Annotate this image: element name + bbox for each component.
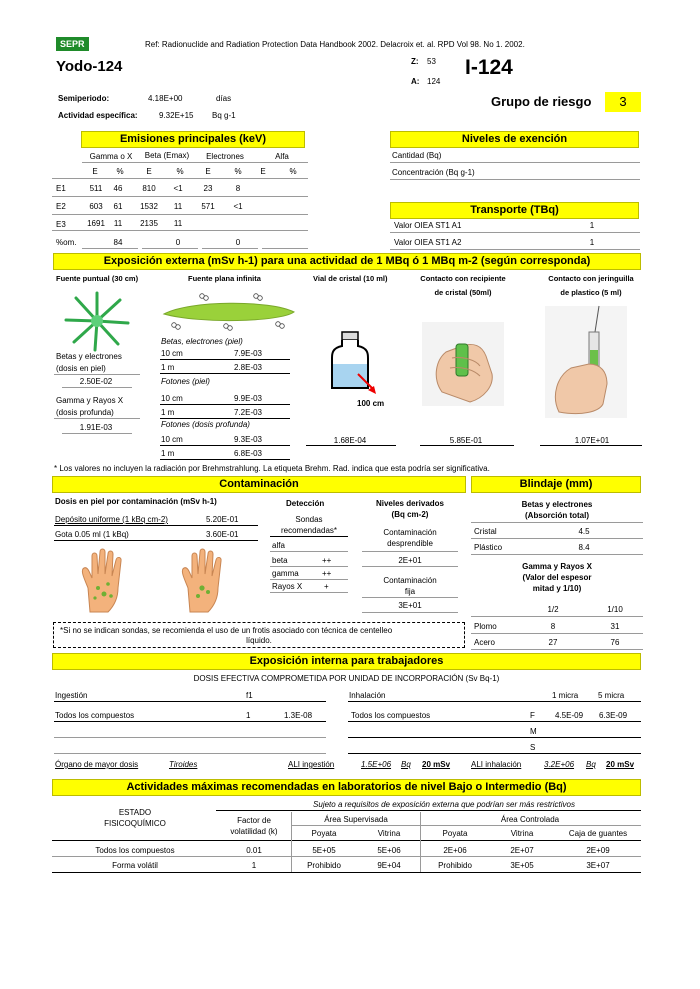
probe-beta-mark: ++	[322, 556, 332, 565]
container-value: 5.85E-01	[449, 436, 483, 445]
total-electrons: 0	[235, 238, 241, 247]
lab-sup-vitrina: Vitrina	[377, 829, 401, 838]
probe-xray: Rayos X	[272, 582, 303, 591]
shield-plastic-label: Plástico	[474, 543, 503, 552]
contamination-title: Contaminación	[52, 476, 466, 493]
skin-drop-value: 3.60E-01	[206, 530, 239, 539]
plane-photon-deep-v1: 9.3E-03	[233, 435, 263, 444]
ali-inhalation-label: ALI inhalación	[471, 760, 522, 769]
lab-row2-sup-vitrina: 9E+04	[377, 861, 401, 870]
lab-row1-con-vitrina: 2E+07	[510, 846, 534, 855]
inhalation-type-s: S	[530, 743, 536, 752]
exemption-title: Niveles de exención	[390, 131, 639, 148]
col-plane-source: Fuente plana infinita	[188, 274, 261, 283]
specific-activity-unit: Bq g-1	[212, 111, 236, 120]
exemption-concentration-label: Concentración (Bq g-1)	[392, 168, 475, 177]
probe-xray-mark: +	[324, 582, 329, 591]
shield-col-tenth: 1/10	[607, 605, 623, 614]
ali-inhalation-dose: 20 mSv	[606, 760, 635, 769]
removable-label-2: desprendible	[387, 539, 433, 548]
gamma-label-2: (dosis profunda)	[56, 408, 114, 417]
lab-supervised: Área Supervisada	[324, 815, 388, 824]
ali-inhalation-value: 3.2E+06	[544, 760, 575, 769]
skin-uniform-label: Depósito uniforme (1 kBq cm-2)	[55, 515, 168, 524]
lab-row1-k: 0.01	[246, 846, 262, 855]
cell: 8	[235, 184, 241, 193]
z-value: 53	[427, 57, 436, 66]
fixed-label-1: Contaminación	[383, 576, 437, 585]
lab-row1-sup-vitrina: 5E+06	[377, 846, 401, 855]
inhalation-row-label: Todos los compuestos	[351, 711, 431, 720]
cell: 23	[203, 184, 213, 193]
emissions-col-gamma: Gamma o X	[89, 152, 133, 161]
transport-a2-value: 1	[589, 238, 595, 247]
plane-photon-skin-d2: 1 m	[161, 408, 175, 417]
vial-distance: 100 cm	[357, 399, 385, 408]
half-life-unit: días	[216, 94, 232, 103]
transport-a2-label: Valor OIEA ST1 A2	[394, 238, 462, 247]
shield-steel-half: 27	[548, 638, 558, 647]
f1-label: f1	[246, 691, 253, 700]
detection-title: Detección	[286, 499, 325, 508]
half-life-label: Semiperiodo:	[58, 94, 110, 103]
lab-con-caja: Caja de guantes	[568, 829, 628, 838]
ali-ingestion-value: 1.5E+06	[361, 760, 392, 769]
hand-syringe-icon	[545, 306, 627, 418]
lab-row1-con-caja: 2E+09	[586, 846, 610, 855]
shielding-title: Blindaje (mm)	[471, 476, 641, 493]
col-container-2: de cristal (50ml)	[434, 288, 492, 297]
ingestion-row-value: 1.3E-08	[284, 711, 313, 720]
subcol-e: E	[146, 167, 152, 176]
col-point-source: Fuente puntual (30 cm)	[56, 274, 139, 283]
subcol-e: E	[260, 167, 266, 176]
internal-subtitle: DOSIS EFECTIVA COMPROMETIDA POR UNIDAD DE INCORPORACIÓN (Sv Bq-1)	[193, 674, 500, 683]
micro1-label: 1 micra	[552, 691, 579, 700]
ali-ingestion-dose: 20 mSv	[422, 760, 451, 769]
plane-photon-skin-v1: 9.9E-03	[233, 394, 263, 403]
row-label-e3: E3	[56, 220, 66, 229]
beta-value: 2.50E-02	[79, 377, 113, 386]
ali-inhalation-unit: Bq	[586, 760, 596, 769]
micro5-label: 5 micra	[598, 691, 625, 700]
hand-container-icon	[422, 322, 504, 406]
plane-photon-skin-d1: 10 cm	[161, 394, 183, 403]
external-footnote: * Los valores no incluyen la radiación por Brehmstrahlung. La etiqueta Brehm. Rad. indica que esta podría ser significativa.	[54, 464, 490, 473]
a-value: 124	[427, 77, 441, 86]
col-syringe-1: Contacto con jeringuilla	[548, 274, 634, 283]
gamma-value: 1.91E-03	[79, 423, 113, 432]
skin-dose-title: Dosis en piel por contaminación (mSv h-1)	[55, 497, 217, 506]
probes-title-2: recomendadas*	[280, 526, 338, 535]
specific-activity-label: Actividad específica:	[58, 111, 138, 120]
emissions-col-electrons: Electrones	[206, 152, 244, 161]
sepr-logo: SEPR	[56, 37, 89, 51]
cell: 61	[113, 202, 123, 211]
cell: 46	[113, 184, 123, 193]
shield-gamma-title-1: Gamma y Rayos X	[522, 562, 592, 571]
contaminated-hand-right-icon	[178, 548, 238, 614]
shield-plastic-value: 8.4	[578, 543, 590, 552]
cell: 571	[201, 202, 215, 211]
emissions-title: Emisiones principales (keV)	[81, 131, 305, 148]
beta-label-2: (dosis en piel)	[56, 364, 106, 373]
row-label-e2: E2	[56, 202, 66, 211]
shield-lead-label: Plomo	[474, 622, 497, 631]
skin-drop-label: Gota 0.05 ml (1 kBq)	[55, 530, 129, 539]
cell: <1	[233, 202, 243, 211]
organ-value: Tiroides	[169, 760, 198, 769]
col-syringe-2: de plastico (5 ml)	[560, 288, 622, 297]
organ-label: Órgano de mayor dosis	[55, 760, 139, 769]
lab-row2-con-caja: 3E+07	[586, 861, 610, 870]
shield-glass-value: 4.5	[578, 527, 590, 536]
removable-label-1: Contaminación	[383, 528, 437, 537]
lab-factor-2: volatilidad (k)	[230, 827, 278, 836]
specific-activity-value: 9.32E+15	[159, 111, 194, 120]
skin-uniform-value: 5.20E-01	[206, 515, 239, 524]
subcol-pct: %	[116, 167, 124, 176]
inhalation-label: Inhalación	[349, 691, 386, 700]
transport-a1-value: 1	[589, 221, 595, 230]
plane-photon-skin-v2: 7.2E-03	[233, 408, 263, 417]
cell: 11	[113, 219, 123, 228]
col-vial: Vial de cristal (10 ml)	[313, 274, 388, 283]
cell: 1532	[140, 202, 158, 211]
inhalation-type-m: M	[530, 727, 537, 736]
cell: 511	[89, 184, 103, 193]
external-title: Exposición externa (mSv h-1) para una actividad de 1 MBq ó 1 MBq m-2 (según corresponda)	[53, 253, 641, 270]
plane-beta-title: Betas, electrones (piel)	[161, 337, 243, 346]
probe-gamma-mark: ++	[322, 569, 332, 578]
risk-group-value: 3	[605, 92, 641, 112]
plane-photon-deep-d1: 10 cm	[161, 435, 183, 444]
internal-title: Exposición interna para trabajadores	[52, 653, 641, 670]
probes-title-1: Sondas	[295, 515, 323, 524]
shield-lead-tenth: 31	[610, 622, 620, 631]
a-label: A:	[411, 77, 420, 86]
z-label: Z:	[411, 57, 419, 66]
row-label-e1: E1	[56, 184, 66, 193]
subcol-e: E	[92, 167, 98, 176]
subcol-pct: %	[176, 167, 184, 176]
lab-row2-label: Forma volátil	[112, 861, 158, 870]
syringe-value: 1.07E+01	[574, 436, 610, 445]
inhalation-type-f: F	[530, 711, 535, 720]
plane-beta-d2: 1 m	[161, 363, 175, 372]
plane-photon-deep-v2: 6.8E-03	[233, 449, 263, 458]
plane-photon-deep-d2: 1 m	[161, 449, 175, 458]
shield-col-half: 1/2	[547, 605, 559, 614]
shield-glass-label: Cristal	[474, 527, 497, 536]
lab-row2-sup-poyata: Prohibido	[307, 861, 341, 870]
plane-beta-v2: 2.8E-03	[233, 363, 263, 372]
lab-row1-label: Todos los compuestos	[95, 846, 175, 855]
total-beta: 0	[175, 238, 181, 247]
contaminated-hand-left-icon	[78, 548, 138, 614]
lab-row2-con-vitrina: 3E+05	[510, 861, 534, 870]
ingestion-label: Ingestión	[55, 691, 88, 700]
cell: <1	[173, 184, 183, 193]
cell: 810	[142, 184, 156, 193]
probes-note-1: *Si no se indican sondas, se recomienda el uso de un frotis asociado con técnica de centelleo	[60, 626, 393, 635]
derived-title-1: Niveles derivados	[375, 499, 445, 508]
lab-condition: Sujeto a requisitos de exposición externa que podrían ser más restrictivos	[313, 800, 575, 809]
point-source-star-icon	[62, 290, 132, 352]
plane-beta-v1: 7.9E-03	[233, 349, 263, 358]
shield-beta-title-2: (Absorción total)	[525, 511, 589, 520]
ingestion-row-f1: 1	[246, 711, 251, 720]
emissions-col-alpha: Alfa	[275, 152, 289, 161]
nuclide-name: Yodo-124	[56, 58, 123, 75]
ali-ingestion-unit: Bq	[401, 760, 411, 769]
lab-sup-poyata: Poyata	[311, 829, 337, 838]
col-container-1: Contacto con recipiente	[420, 274, 506, 283]
subcol-e: E	[205, 167, 211, 176]
total-gamma: 84	[113, 238, 123, 247]
beta-label-1: Betas y electrones	[56, 352, 122, 361]
fixed-label-2: fija	[404, 587, 416, 596]
plane-beta-d1: 10 cm	[161, 349, 183, 358]
probes-note-2: líquido.	[246, 636, 272, 645]
plane-source-icon	[160, 292, 298, 332]
lab-con-poyata: Poyata	[442, 829, 468, 838]
row-label-total: %om.	[56, 238, 77, 247]
cell: 11	[173, 202, 183, 211]
removable-value: 2E+01	[398, 556, 422, 565]
nuclide-symbol: I-124	[465, 56, 513, 79]
shield-steel-label: Acero	[474, 638, 495, 647]
risk-group-label: Grupo de riesgo	[491, 94, 592, 109]
lab-controlled: Área Controlada	[500, 815, 560, 824]
subcol-pct: %	[289, 167, 297, 176]
lab-row2-k: 1	[251, 861, 257, 870]
ali-ingestion-label: ALI ingestión	[288, 760, 335, 769]
probe-alpha: alfa	[272, 541, 285, 550]
cell: 1691	[87, 219, 105, 228]
cell: 603	[89, 202, 103, 211]
derived-title-2: (Bq cm-2)	[391, 510, 429, 519]
probe-beta: beta	[272, 556, 288, 565]
lab-row2-con-poyata: Prohibido	[438, 861, 472, 870]
cell: 2135	[140, 219, 158, 228]
exemption-quantity-label: Cantidad (Bq)	[392, 151, 442, 160]
probe-gamma: gamma	[272, 569, 299, 578]
inhalation-1-micron: 4.5E-09	[555, 711, 584, 720]
shield-lead-half: 8	[550, 622, 556, 631]
lab-row1-con-poyata: 2E+06	[443, 846, 467, 855]
inhalation-5-micron: 6.3E-09	[599, 711, 628, 720]
vial-icon	[328, 330, 378, 396]
lab-con-vitrina: Vitrina	[510, 829, 534, 838]
shield-gamma-title-2: (Valor del espesor	[522, 573, 592, 582]
cell: 11	[173, 219, 183, 228]
shield-beta-title-1: Betas y electrones	[521, 500, 593, 509]
half-life-value: 4.18E+00	[148, 94, 183, 103]
lab-state-1: ESTADO	[118, 808, 152, 817]
shield-gamma-title-3: mitad y 1/10)	[532, 584, 582, 593]
vial-value: 1.68E-04	[333, 436, 367, 445]
lab-row1-sup-poyata: 5E+05	[312, 846, 336, 855]
plane-photon-deep-title: Fotones (dosis profunda)	[161, 420, 250, 429]
gamma-label-1: Gamma y Rayos X	[56, 396, 124, 405]
transport-title: Transporte (TBq)	[390, 202, 639, 219]
fixed-value: 3E+01	[398, 601, 422, 610]
emissions-col-beta: Beta (Emax)	[144, 151, 190, 160]
lab-factor-1: Factor de	[237, 816, 271, 825]
reference-text: Ref: Radionuclide and Radiation Protection Data Handbook 2002. Delacroix et. al. RPD Vol 98. No 1. 2002.	[145, 40, 525, 49]
subcol-pct: %	[234, 167, 242, 176]
shield-steel-tenth: 76	[610, 638, 620, 647]
ingestion-row-label: Todos los compuestos	[55, 711, 135, 720]
lab-title: Actividades máximas recomendadas en laboratorios de nivel Bajo o Intermedio (Bq)	[52, 779, 641, 796]
lab-state-2: FISICOQUÍMICO	[104, 819, 166, 828]
transport-a1-label: Valor OIEA ST1 A1	[394, 221, 462, 230]
plane-photon-skin-title: Fotones (piel)	[161, 377, 210, 386]
